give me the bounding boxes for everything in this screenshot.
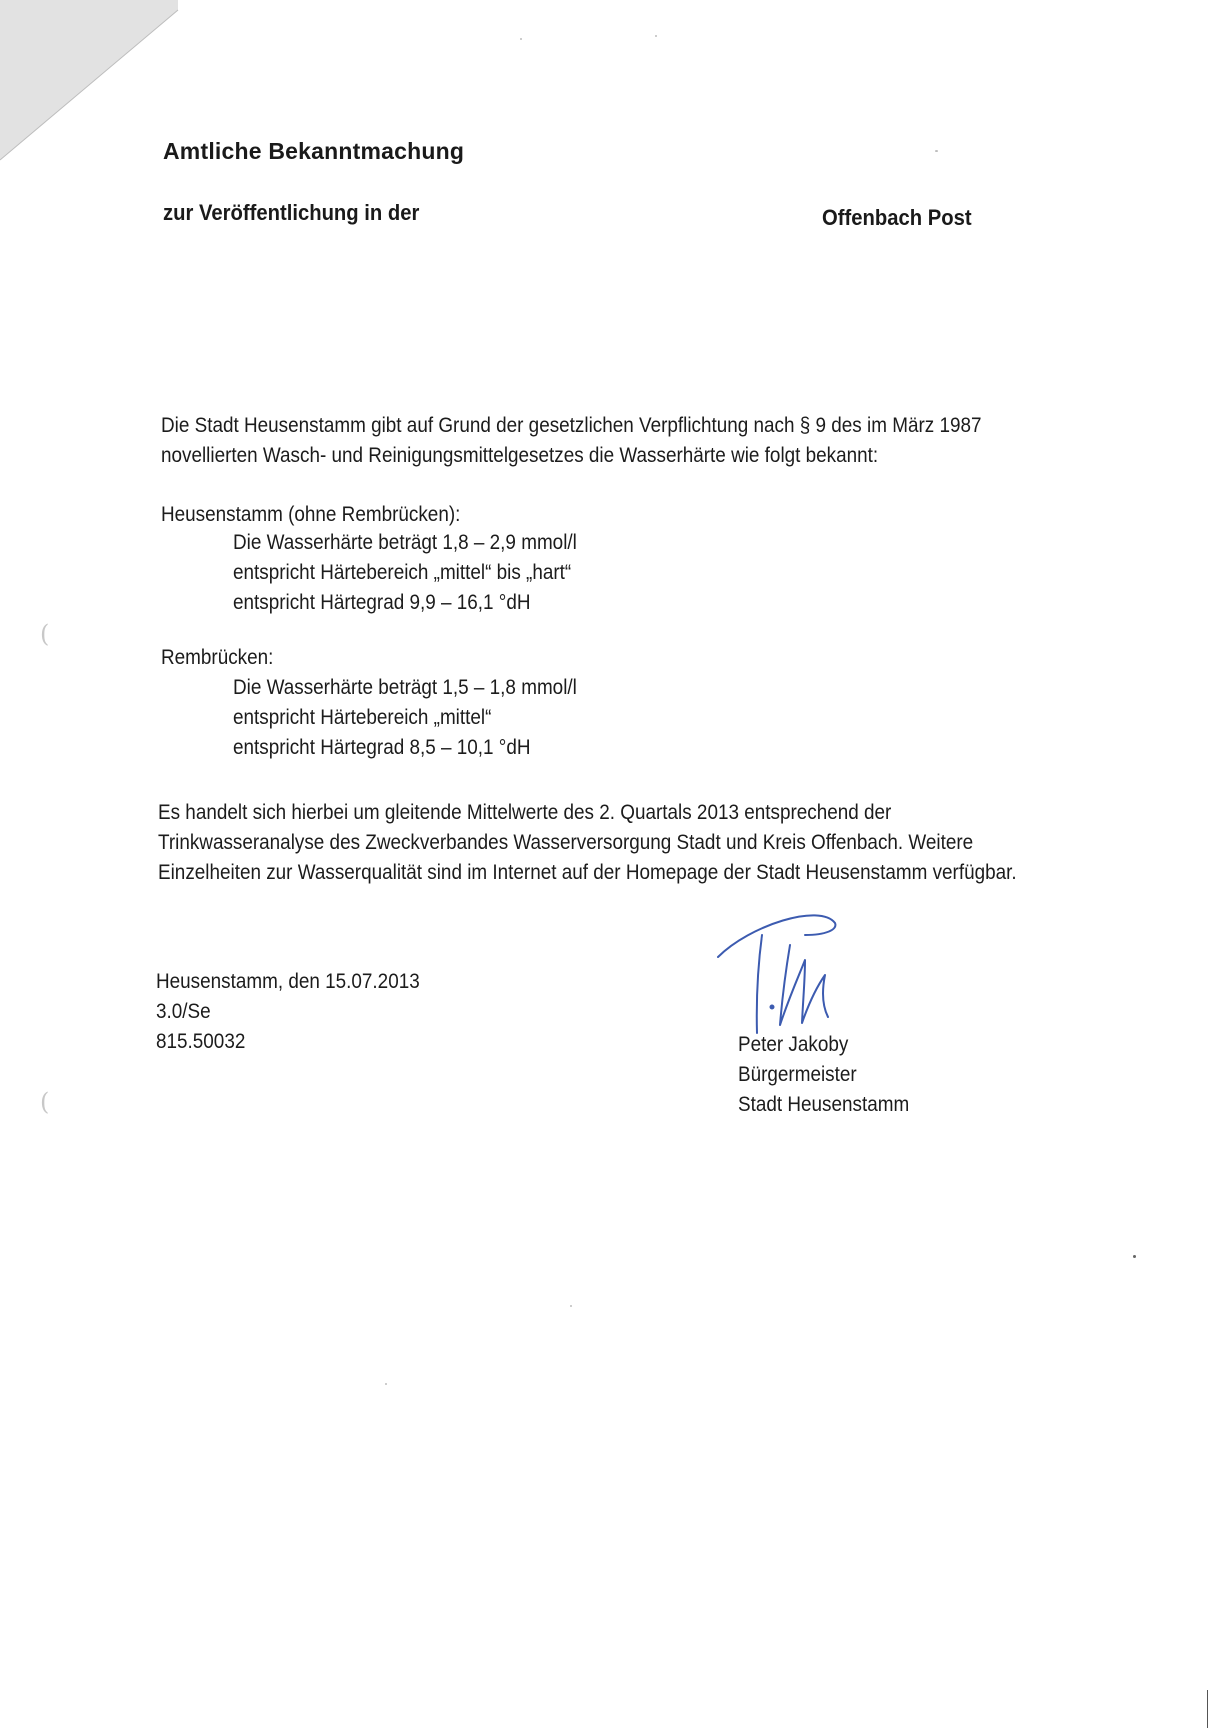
file-number: 815.50032 bbox=[156, 1030, 246, 1053]
signer-name: Peter Jakoby bbox=[738, 1033, 849, 1056]
area-heusenstamm-values bbox=[233, 528, 577, 618]
water-hardness-value: Die Wasserhärte beträgt 1,8 – 2,9 mmol/l bbox=[233, 531, 577, 554]
newspaper-name: Offenbach Post bbox=[822, 205, 972, 230]
place-date: Heusenstamm, den 15.07.2013 bbox=[156, 970, 420, 993]
scan-speck bbox=[570, 1305, 572, 1307]
intro-line: Die Stadt Heusenstamm gibt auf Grund der gesetzlichen Verpflichtung nach § 9 des im März 1987 bbox=[161, 414, 982, 437]
scan-margin-mark: ( bbox=[40, 620, 50, 648]
hardness-range: entspricht Härtebereich „mittel“ bis „hart“ bbox=[233, 561, 572, 584]
scan-speck bbox=[935, 150, 938, 152]
intro-line: novellierten Wasch- und Reinigungsmittelgesetzes die Wasserhärte wie folgt bekannt: bbox=[161, 444, 879, 467]
signer-block bbox=[738, 1030, 909, 1120]
intro-paragraph bbox=[161, 411, 1061, 471]
reference-code: 3.0/Se bbox=[156, 1000, 211, 1023]
scan-speck bbox=[1133, 1255, 1136, 1258]
water-hardness-value: Die Wasserhärte beträgt 1,5 – 1,8 mmol/l bbox=[233, 676, 577, 699]
area-heusenstamm-title: Heusenstamm (ohne Rembrücken): bbox=[161, 503, 461, 526]
area-rembruecken-values bbox=[233, 673, 577, 763]
handwritten-signature bbox=[710, 905, 930, 1035]
hardness-degree: entspricht Härtegrad 8,5 – 10,1 °dH bbox=[233, 736, 531, 759]
document-meta bbox=[156, 967, 420, 1057]
hardness-range: entspricht Härtebereich „mittel“ bbox=[233, 706, 492, 729]
publication-line: zur Veröffentlichung in der bbox=[163, 200, 420, 225]
scan-speck bbox=[655, 35, 657, 37]
announcement-title: Amtliche Bekanntmachung bbox=[163, 138, 465, 164]
scan-edge-line bbox=[1207, 1690, 1208, 1728]
closing-line: Es handelt sich hierbei um gleitende Mittelwerte des 2. Quartals 2013 entsprechend der bbox=[158, 801, 892, 824]
signer-role: Bürgermeister bbox=[738, 1063, 857, 1086]
closing-line: Einzelheiten zur Wasserqualität sind im Internet auf der Homepage der Stadt Heusenstamm verfügbar. bbox=[158, 861, 1017, 884]
scan-margin-mark: ( bbox=[40, 1088, 50, 1116]
scan-speck bbox=[385, 1383, 387, 1385]
signer-organization: Stadt Heusenstamm bbox=[738, 1093, 910, 1116]
area-rembruecken-title: Rembrücken: bbox=[161, 646, 274, 669]
hardness-degree: entspricht Härtegrad 9,9 – 16,1 °dH bbox=[233, 591, 531, 614]
closing-line: Trinkwasseranalyse des Zweckverbandes Wasserversorgung Stadt und Kreis Offenbach. Weitere bbox=[158, 831, 974, 854]
closing-paragraph bbox=[158, 798, 1058, 888]
scan-speck bbox=[520, 38, 522, 40]
